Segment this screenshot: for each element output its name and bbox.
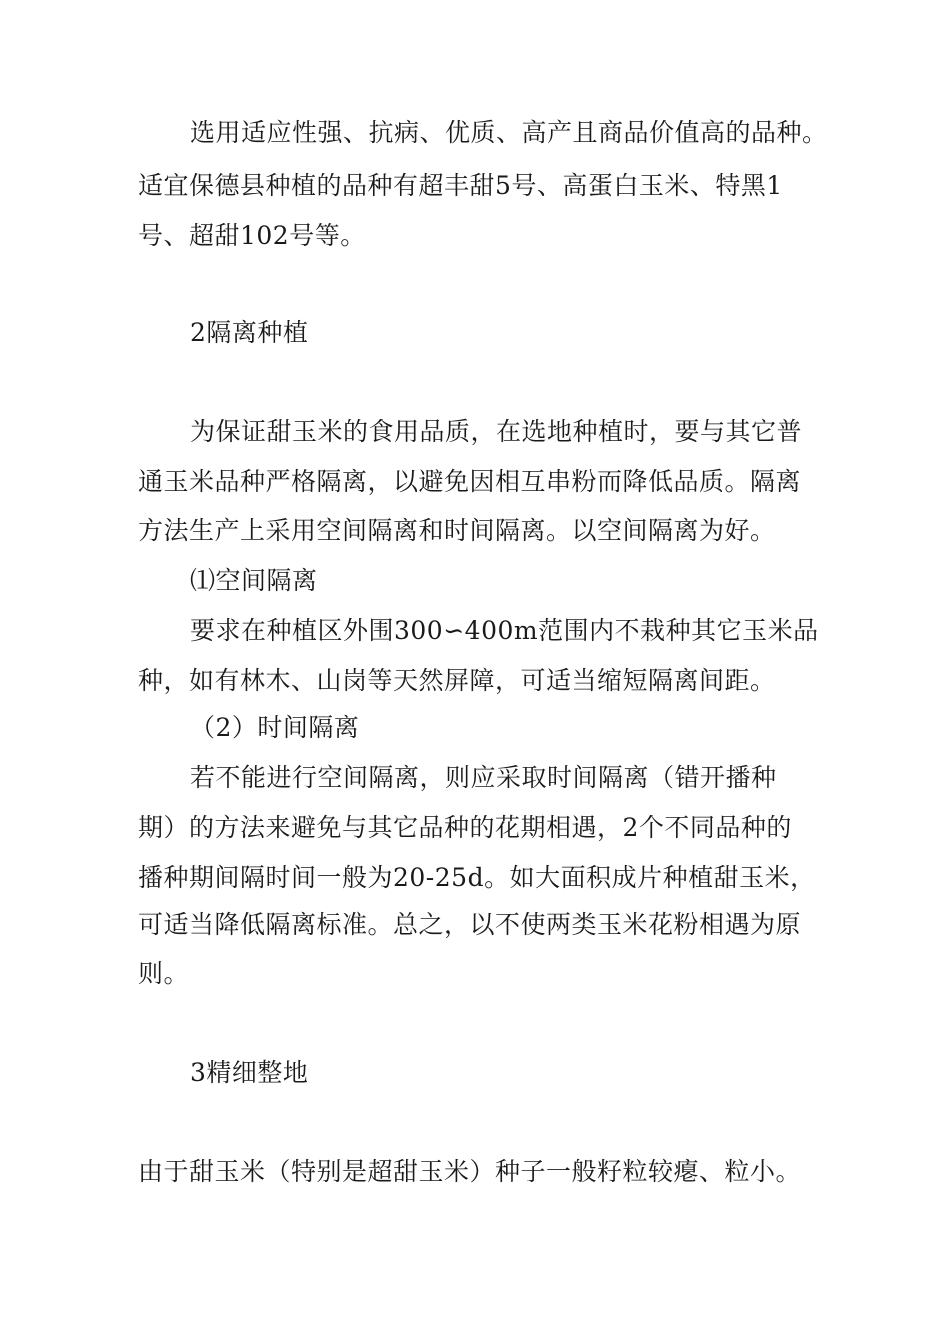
section-heading: 2隔离种植 (190, 318, 309, 347)
paragraph-line: 播种期间隔时间一般为20-25d。如大面积成片种植甜玉米， (138, 863, 816, 892)
paragraph-line: 若不能进行空间隔离，则应采取时间隔离（错开播种 (190, 763, 777, 792)
paragraph-line: 可适当降低隔离标准。总之，以不使两类玉米花粉相遇为原 (138, 910, 802, 939)
paragraph-line: 要求在种植区外围300∽400m范围内不栽种其它玉米品 (190, 616, 819, 645)
paragraph-line: 期）的方法来避免与其它品种的花期相遇，2个不同品种的 (138, 813, 792, 842)
paragraph-line: 选用适应性强、抗病、优质、高产且商品价值高的品种。 (190, 118, 828, 147)
subsection-heading: ⑴空间隔离 (190, 566, 318, 595)
paragraph-line: 通玉米品种严格隔离，以避免因相互串粉而降低品质。隔离 (138, 467, 802, 496)
subsection-heading: （2）时间隔离 (190, 713, 360, 742)
paragraph-line: 由于甜玉米（特别是超甜玉米）种子一般籽粒较瘪、粒小。 (138, 1157, 802, 1186)
paragraph-line: 则。 (138, 959, 190, 988)
paragraph-line: 适宜保德县种植的品种有超丰甜5号、高蛋白玉米、特黑1 (138, 171, 783, 200)
paragraph-line: 方法生产上采用空间隔离和时间隔离。以空间隔离为好。 (138, 516, 776, 545)
paragraph-line: 种，如有林木、山岗等天然屏障，可适当缩短隔离间距。 (138, 666, 776, 695)
section-heading: 3精细整地 (190, 1058, 309, 1087)
paragraph-line: 为保证甜玉米的食用品质，在选地种植时，要与其它普 (190, 417, 803, 446)
paragraph-line: 号、超甜102号等。 (138, 221, 366, 250)
